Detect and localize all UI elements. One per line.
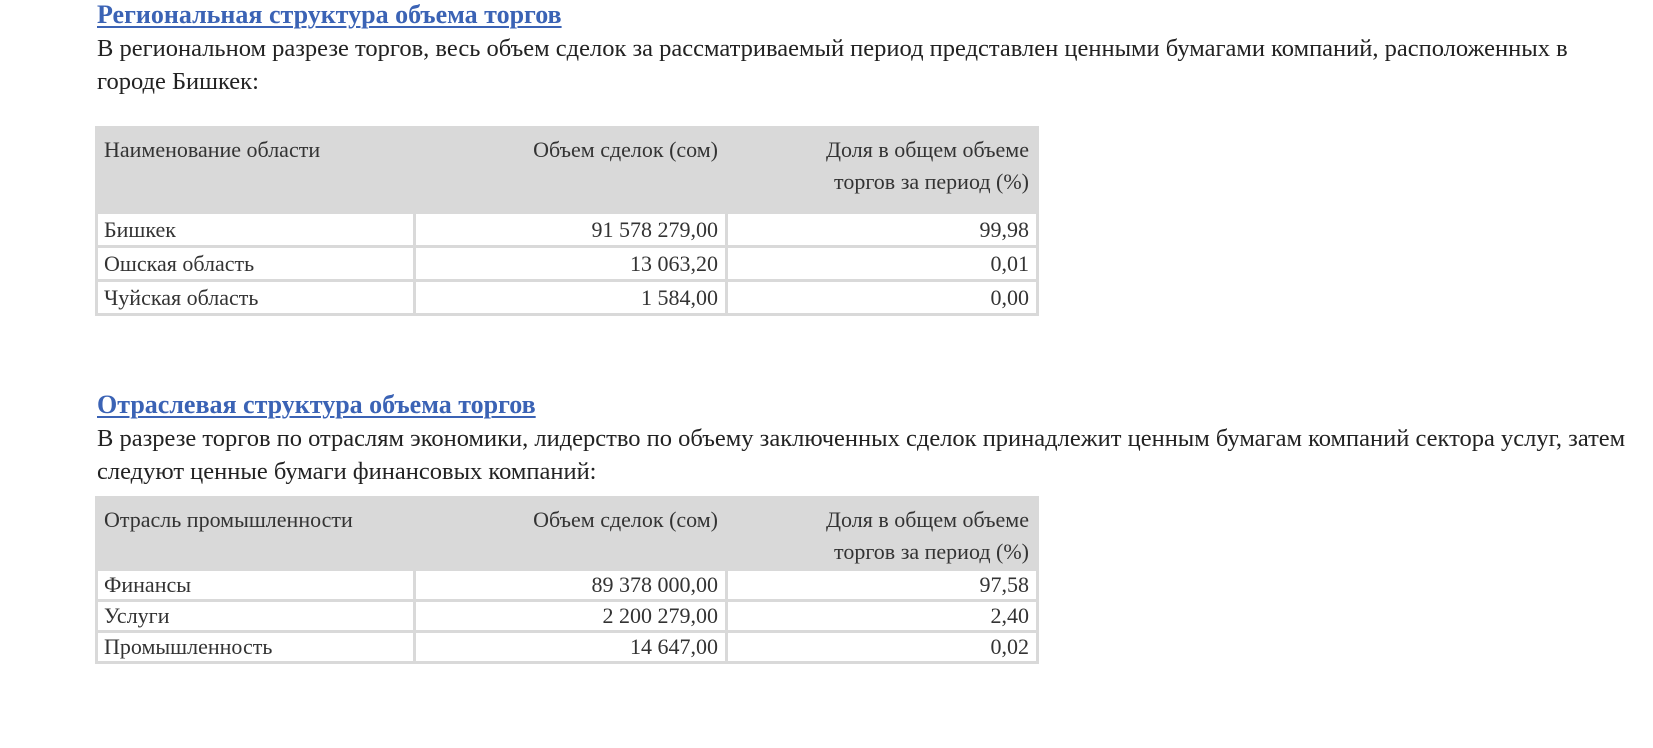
share-cell: 99,98 (728, 214, 1036, 245)
sectoral-paragraph: В разрезе торгов по отраслям экономики, лидерство по объему заключенных сделок принадлежит ценным бумагам компаний сектора услуг, затем следуют ценные бумаги финансовых компаний: (97, 425, 1626, 485)
sectoral-table (95, 496, 1039, 664)
regional-heading-link[interactable]: Региональная структура объема торгов (97, 0, 562, 29)
table-row (98, 282, 1036, 313)
regional-section (97, 0, 1632, 98)
share-cell: 0,00 (728, 282, 1036, 313)
volume-cell: 1 584,00 (416, 282, 725, 313)
header-region-name: Наименование области (98, 129, 413, 211)
header-volume: Объем сделок (сом) (416, 499, 725, 568)
share-cell: 97,58 (728, 571, 1036, 599)
volume-cell: 2 200 279,00 (416, 602, 725, 630)
regional-table-container (97, 126, 1039, 316)
header-share (728, 499, 1036, 568)
table-row (98, 248, 1036, 279)
sectoral-heading-link[interactable]: Отраслевая структура объема торгов (97, 390, 536, 419)
regional-paragraph: В региональном разрезе торгов, весь объем сделок за рассматриваемый период представлен ценными бумагами компаний, расположенных в городе Бишкек: (97, 35, 1568, 95)
share-cell: 0,01 (728, 248, 1036, 279)
share-cell: 2,40 (728, 602, 1036, 630)
table-row (98, 602, 1036, 630)
header-share-line1: Доля в общем объеме (826, 137, 1029, 162)
table-header-row (98, 499, 1036, 568)
volume-cell: 13 063,20 (416, 248, 725, 279)
industry-name-cell: Услуги (98, 602, 413, 630)
regional-table (95, 126, 1039, 316)
header-share (728, 129, 1036, 211)
industry-name-cell: Финансы (98, 571, 413, 599)
volume-cell: 89 378 000,00 (416, 571, 725, 599)
table-row (98, 633, 1036, 661)
industry-name-cell: Промышленность (98, 633, 413, 661)
header-industry: Отрасль промышленности (98, 499, 413, 568)
table-header-row (98, 129, 1036, 211)
share-cell: 0,02 (728, 633, 1036, 661)
volume-cell: 14 647,00 (416, 633, 725, 661)
table-row (98, 571, 1036, 599)
table-row (98, 214, 1036, 245)
header-volume: Объем сделок (сом) (416, 129, 725, 211)
volume-cell: 91 578 279,00 (416, 214, 725, 245)
sectoral-section (97, 390, 1632, 488)
region-name-cell: Ошская область (98, 248, 413, 279)
sectoral-table-container (97, 496, 1039, 664)
header-share-line2: торгов за период (%) (834, 169, 1029, 194)
region-name-cell: Бишкек (98, 214, 413, 245)
region-name-cell: Чуйская область (98, 282, 413, 313)
header-share-line1: Доля в общем объеме (826, 507, 1029, 532)
header-share-line2: торгов за период (%) (834, 539, 1029, 564)
